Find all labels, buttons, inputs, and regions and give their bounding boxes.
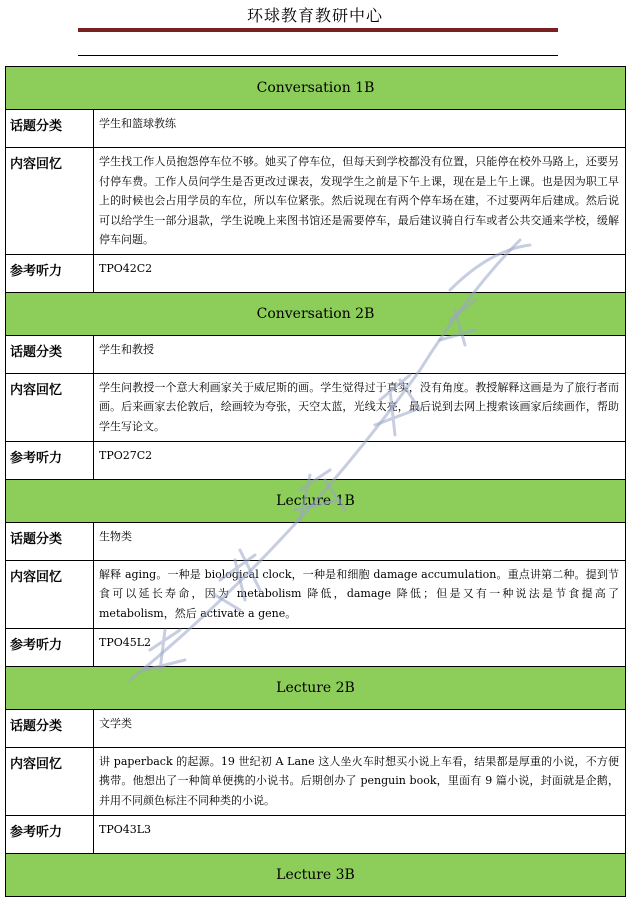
- content-row: [6, 747, 626, 815]
- category-value: 生物类: [94, 522, 626, 560]
- category-value: 学生和教授: [94, 335, 626, 373]
- reference-value: TPO43L3: [94, 815, 626, 853]
- content-value: 学生找工作人员抱怨停车位不够。她买了停车位，但每天到学校都没有位置，只能停在校外马路上，还要另付停车费。工作人员问学生是否更改过课表，发现学生之前是下午上课，现在是上午上课。也是因为职工早上的时候也会占用学员的车位，所以车位紧张。然后说现在有两个停车场在建，不过要两年后建成。然后说可以给学生一部分退款，学生说晚上来图书馆还是需要停车，最后建议骑自行车或者公共交通来学校，缓解停车问题。: [94, 148, 626, 255]
- content-label: 内容回忆: [6, 560, 94, 628]
- category-row: [6, 522, 626, 560]
- section-title: Lecture 1B: [6, 479, 626, 522]
- section-header-row: [6, 666, 626, 709]
- section-header-row: [6, 67, 626, 110]
- content-row: [6, 373, 626, 441]
- reference-label: 参考听力: [6, 815, 94, 853]
- content-label: 内容回忆: [6, 747, 94, 815]
- content-row: [6, 148, 626, 255]
- section-header-row: [6, 479, 626, 522]
- section-header-row: [6, 292, 626, 335]
- section-title: Conversation 2B: [6, 292, 626, 335]
- content-label: 内容回忆: [6, 373, 94, 441]
- page-header-title: 环球教育教研中心: [246, 6, 383, 25]
- content-label: 内容回忆: [6, 148, 94, 255]
- category-label: 话题分类: [6, 335, 94, 373]
- content-table: [5, 66, 626, 897]
- reference-row: [6, 254, 626, 292]
- section-title: Conversation 1B: [6, 67, 626, 110]
- content-value: 解释 aging。一种是 biological clock，一种是和细胞 damage accumulation。重点讲第二种。提到节食可以延长寿命，因为 metabolism 降低，damage 降低；但是又有一种说法是节食提高了 metabolism，然后 activate a gene。: [94, 560, 626, 628]
- section-title: Lecture 2B: [6, 666, 626, 709]
- content-row: [6, 560, 626, 628]
- reference-row: [6, 441, 626, 479]
- category-value: 文学类: [94, 709, 626, 747]
- reference-value: TPO45L2: [94, 628, 626, 666]
- category-label: 话题分类: [6, 522, 94, 560]
- reference-label: 参考听力: [6, 254, 94, 292]
- category-row: [6, 110, 626, 148]
- category-row: [6, 709, 626, 747]
- section-title: Lecture 3B: [6, 853, 626, 896]
- section-header-row: [6, 853, 626, 896]
- category-label: 话题分类: [6, 709, 94, 747]
- category-row: [6, 335, 626, 373]
- category-value: 学生和篮球教练: [94, 110, 626, 148]
- reference-row: [6, 815, 626, 853]
- content-value: 讲 paperback 的起源。19 世纪初 A Lane 这人坐火车时想买小说上车看，结果都是厚重的小说，不方便携带。他想出了一种简单便携的小说书。后期创办了 penguin book，里面有 9 篇小说，封面就是企鹅，并用不同颜色标注不同种类的小说。: [94, 747, 626, 815]
- reference-value: TPO42C2: [94, 254, 626, 292]
- category-label: 话题分类: [6, 110, 94, 148]
- header-rule: [78, 55, 558, 56]
- reference-row: [6, 628, 626, 666]
- reference-label: 参考听力: [6, 628, 94, 666]
- content-value: 学生问教授一个意大利画家关于威尼斯的画。学生觉得过于真实，没有角度。教授解释这画是为了旅行者而画。后来画家去伦敦后，绘画较为夸张，天空太蓝，光线太亮，最后说到去网上搜索该画家后续画作，帮助学生写论文。: [94, 373, 626, 441]
- reference-label: 参考听力: [6, 441, 94, 479]
- reference-value: TPO27C2: [94, 441, 626, 479]
- header-accent-bar: [78, 28, 558, 32]
